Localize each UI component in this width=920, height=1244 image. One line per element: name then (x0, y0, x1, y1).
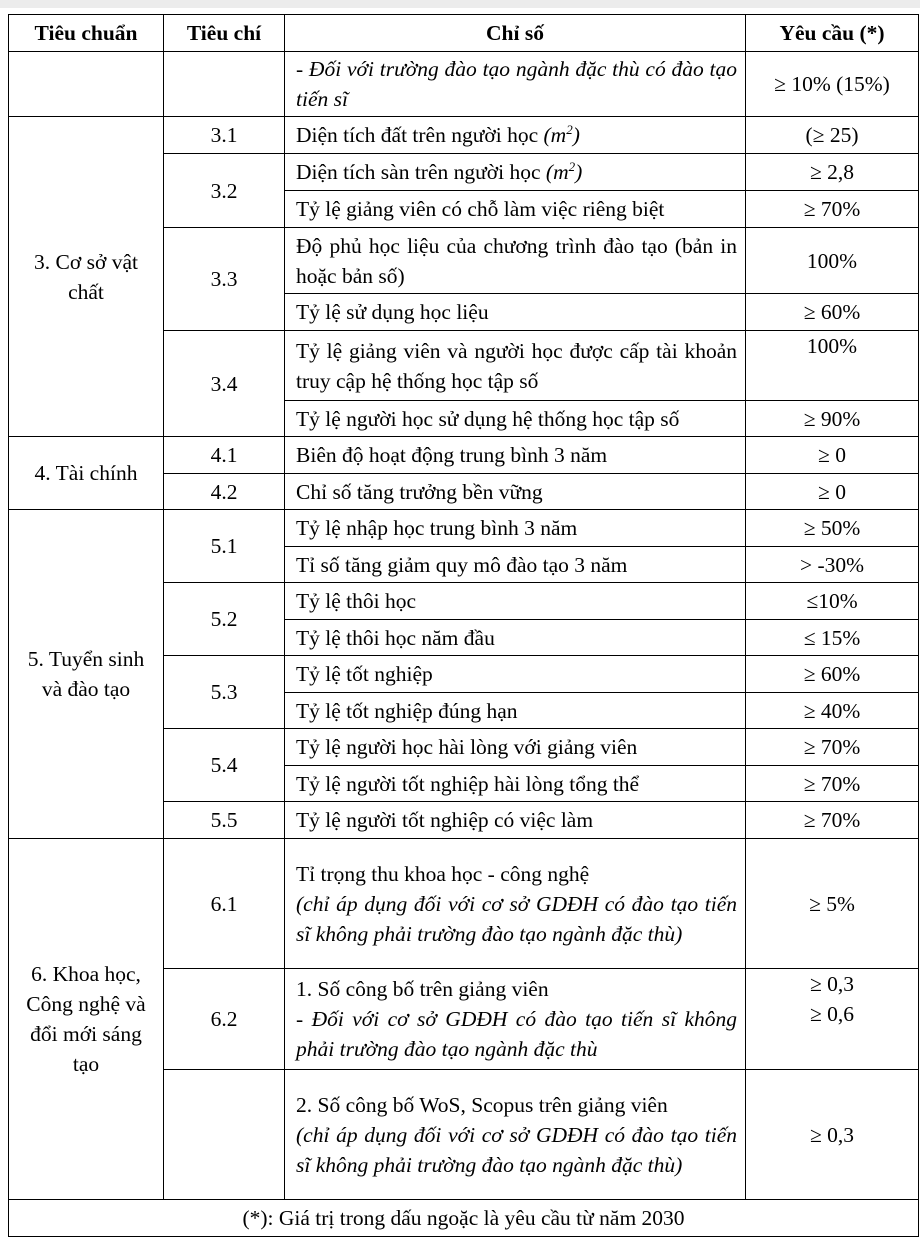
top-strip (0, 0, 920, 8)
header-row (9, 15, 919, 52)
standard-3-cell: 3. Cơ sở vật chất (9, 117, 164, 437)
requirement-cell: ≥ 0 (746, 474, 919, 510)
requirement-cell: ≥ 5% (746, 839, 919, 969)
indicator-cell (285, 839, 746, 969)
requirement-value: ≥ 0,3 (809, 972, 855, 996)
criterion-3-2: 3.2 (164, 154, 285, 228)
standard-6-cell: 6. Khoa học, Công nghệ và đổi mới sáng tạo (9, 839, 164, 1200)
indicator-text: 1. Số công bố trên giảng viên (296, 977, 549, 1001)
requirement-value: ≥ 0,6 (809, 1002, 855, 1026)
criterion-4-2: 4.2 (164, 474, 285, 510)
indicator-cell: Tỷ lệ giảng viên có chỗ làm việc riêng biệt (285, 191, 746, 228)
requirement-cell: ≥ 40% (746, 693, 919, 729)
indicator-cell: Tỉ số tăng giảm quy mô đào tạo 3 năm (285, 547, 746, 583)
requirement-cell: ≥ 0,3 (746, 1070, 919, 1200)
requirement-cell: ≥ 50% (746, 510, 919, 547)
indicator-cell: Tỷ lệ thôi học (285, 583, 746, 620)
unit-label: $(m^2)$ (543, 121, 580, 147)
requirement-cell: 100% (746, 331, 919, 401)
table-row (9, 52, 919, 117)
criterion-3-3: 3.3 (164, 228, 285, 331)
requirement-cell: ≥ 10% (15%) (746, 52, 919, 117)
standards-table (8, 14, 919, 1237)
indicator-text: Tỉ trọng thu khoa học - công nghệ (296, 861, 590, 886)
standard-5-cell: 5. Tuyển sinh và đào tạo (9, 510, 164, 839)
criterion-4-1: 4.1 (164, 437, 285, 474)
criterion-5-1: 5.1 (164, 510, 285, 583)
indicator-cell: Độ phủ học liệu của chương trình đào tạo (bản in hoặc bản số) (285, 228, 746, 294)
standard-4-cell: 4. Tài chính (9, 437, 164, 510)
standard-cell-empty (9, 52, 164, 117)
indicator-cell: Tỷ lệ giảng viên và người học được cấp tài khoản truy cập hệ thống học tập số (285, 331, 746, 401)
requirement-cell: ≥ 70% (746, 191, 919, 228)
header-standard: Tiêu chuẩn (9, 15, 164, 52)
requirement-cell: > -30% (746, 547, 919, 583)
requirement-cell: ≥ 60% (746, 294, 919, 331)
indicator-cell: Tỷ lệ sử dụng học liệu (285, 294, 746, 331)
criterion-6-2: 6.2 (164, 969, 285, 1070)
indicator-cell: Tỷ lệ tốt nghiệp đúng hạn (285, 693, 746, 729)
indicator-cell: Biên độ hoạt động trung bình 3 năm (285, 437, 746, 474)
requirement-cell: ≤10% (746, 583, 919, 620)
indicator-cell: Tỷ lệ người học hài lòng với giảng viên (285, 729, 746, 766)
requirement-cell (746, 969, 919, 1070)
indicator-cell: Tỷ lệ thôi học năm đầu (285, 620, 746, 656)
indicator-cell: - Đối với trường đào tạo ngành đặc thù có đào tạo tiến sĩ (285, 52, 746, 117)
indicator-cell: Diện tích sàn trên người học $(m^2)$ (285, 154, 746, 191)
criterion-3-4: 3.4 (164, 331, 285, 437)
criterion-5-4: 5.4 (164, 729, 285, 802)
header-criterion: Tiêu chí (164, 15, 285, 52)
requirement-cell: ≥ 2,8 (746, 154, 919, 191)
unit-label: $(m^2)$ (545, 158, 583, 184)
requirement-cell: ≥ 0 (746, 437, 919, 474)
indicator-cell (285, 1070, 746, 1200)
requirement-cell: (≥ 25) (746, 117, 919, 154)
criterion-5-5: 5.5 (164, 802, 285, 839)
criterion-5-3: 5.3 (164, 656, 285, 729)
table-row (9, 117, 919, 154)
indicator-cell: Tỷ lệ tốt nghiệp (285, 656, 746, 693)
table-row (9, 510, 919, 547)
footnote: (*): Giá trị trong dấu ngoặc là yêu cầu từ năm 2030 (9, 1200, 919, 1237)
table-row (9, 437, 919, 474)
requirement-cell: ≥ 90% (746, 401, 919, 437)
requirement-cell: ≤ 15% (746, 620, 919, 656)
header-requirement: Yêu cầu (*) (746, 15, 919, 52)
requirement-cell: ≥ 70% (746, 729, 919, 766)
criterion-cell-empty (164, 52, 285, 117)
indicator-cell: Diện tích đất trên người học $(m^2)$ (285, 117, 746, 154)
criterion-3-1: 3.1 (164, 117, 285, 154)
requirement-cell: ≥ 70% (746, 766, 919, 802)
indicator-cell: Tỷ lệ người tốt nghiệp hài lòng tổng thể (285, 766, 746, 802)
indicator-note: - Đối với cơ sở GDĐH có đào tạo tiến sĩ không phải trường đào tạo ngành đặc thù (296, 1007, 737, 1061)
indicator-cell (285, 969, 746, 1070)
table-row (9, 839, 919, 969)
indicator-cell: Tỷ lệ nhập học trung bình 3 năm (285, 510, 746, 547)
indicator-cell: Chỉ số tăng trưởng bền vững (285, 474, 746, 510)
indicator-note: (chỉ áp dụng đối với cơ sở GDĐH có đào tạo tiến sĩ không phải trường đào tạo ngành đặc thù) (296, 891, 737, 946)
indicator-cell: Tỷ lệ người tốt nghiệp có việc làm (285, 802, 746, 839)
criterion-6-1: 6.1 (164, 839, 285, 969)
criterion-5-2: 5.2 (164, 583, 285, 656)
requirement-cell: ≥ 60% (746, 656, 919, 693)
header-indicator: Chỉ số (285, 15, 746, 52)
indicator-note: (chỉ áp dụng đối với cơ sở GDĐH có đào tạo tiến sĩ không phải trường đào tạo ngành đặc thù) (296, 1122, 737, 1177)
footnote-row (9, 1200, 919, 1237)
requirement-cell: 100% (746, 228, 919, 294)
criterion-cell-empty (164, 1070, 285, 1200)
indicator-text: 2. Số công bố WoS, Scopus trên giảng viên (296, 1092, 668, 1117)
indicator-cell: Tỷ lệ người học sử dụng hệ thống học tập số (285, 401, 746, 437)
requirement-cell: ≥ 70% (746, 802, 919, 839)
